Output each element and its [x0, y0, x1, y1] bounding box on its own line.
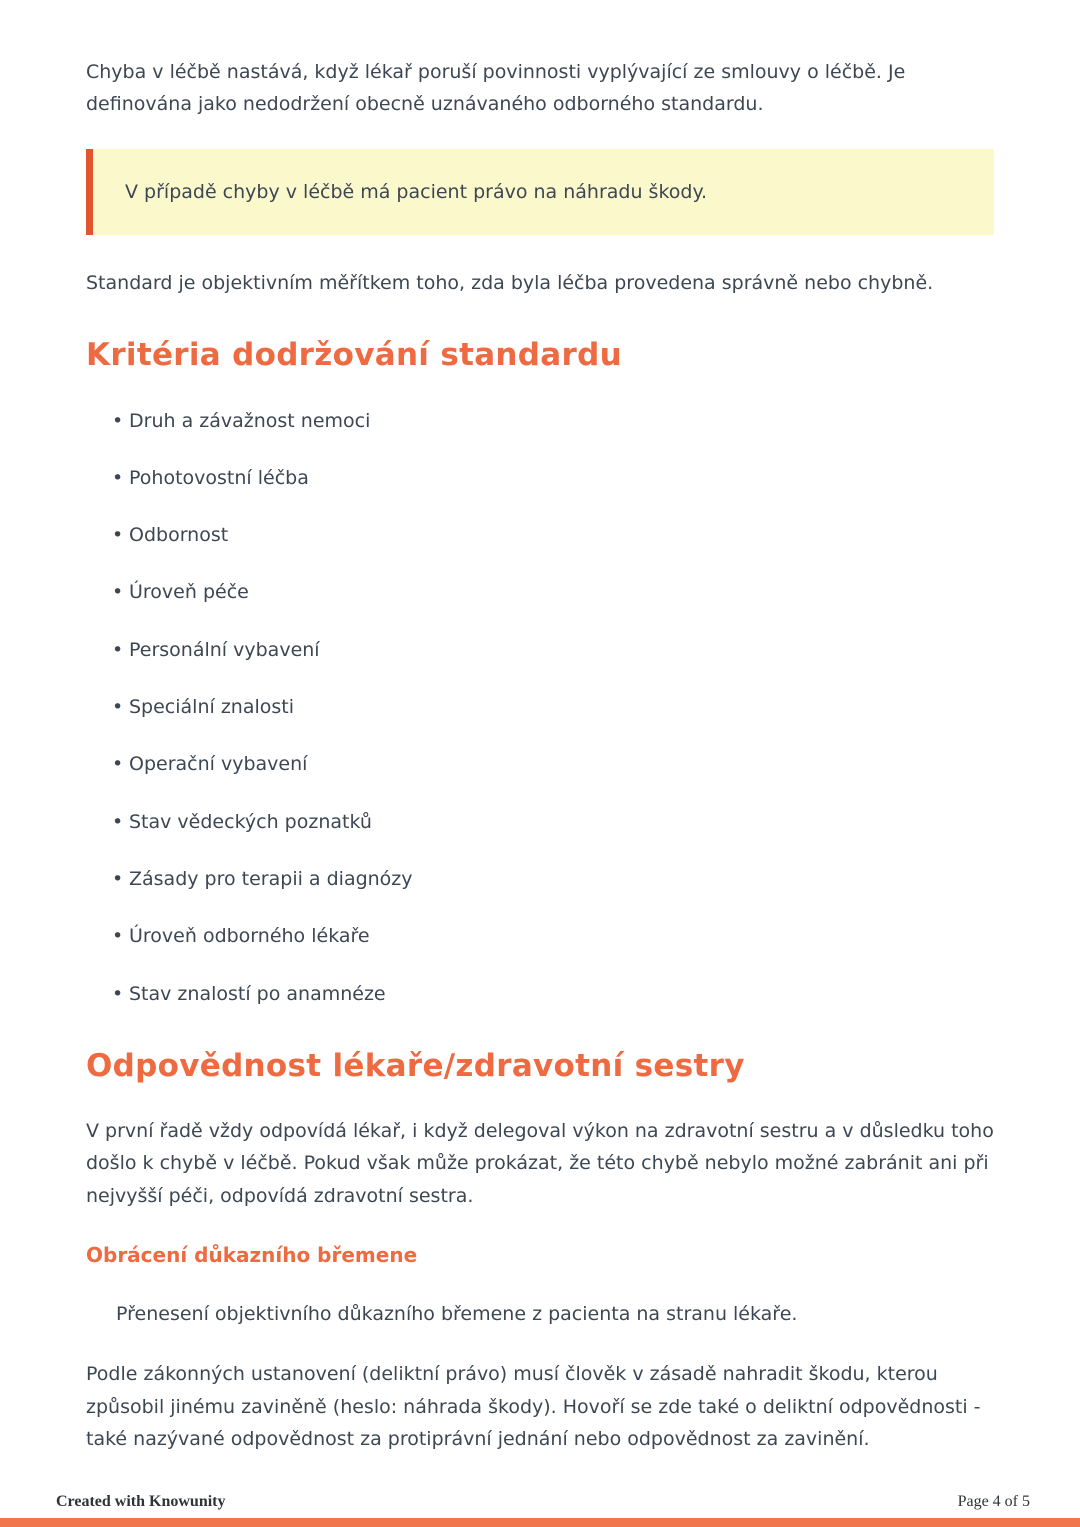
burden-subheading: Obrácení důkazního břemene — [86, 1242, 418, 1267]
criteria-list — [86, 405, 994, 1010]
responsibility-heading: Odpovědnost lékaře/zdravotní sestry — [86, 1047, 745, 1084]
page-footer — [56, 1493, 1030, 1511]
criteria-list-item: • Speciální znalosti — [112, 691, 994, 723]
created-with-label: Created with Knowunity — [56, 1493, 226, 1510]
criteria-list-item: • Úroveň odborného lékaře — [112, 920, 994, 952]
criteria-list-item: • Personální vybavení — [112, 634, 994, 666]
callout-text: V případě chyby v léčbě má pacient právo na náhradu škody. — [125, 180, 708, 203]
responsibility-lead-paragraph: V první řadě vždy odpovídá lékař, i když delegoval výkon na zdravotní sestru a v důsledku toho došlo k chybě v léčbě. Pokud však může prokázat, že této chybě nebylo možné zabránit ani při nejvyšší péči, odpovídá zdravotní sestra. — [86, 1120, 994, 1207]
criteria-list-item: • Stav znalostí po anamnéze — [112, 978, 994, 1010]
criteria-list-item: • Operační vybavení — [112, 748, 994, 780]
criteria-list-item: • Pohotovostní léčba — [112, 462, 994, 494]
criteria-list-item: • Odbornost — [112, 519, 994, 551]
criteria-list-item: • Úroveň péče — [112, 576, 994, 608]
bottom-accent-bar — [0, 1518, 1080, 1527]
page-number-label: Page 4 of 5 — [957, 1493, 1030, 1510]
criteria-heading: Kritéria dodržování standardu — [86, 337, 622, 374]
criteria-list-item: • Zásady pro terapii a diagnózy — [112, 863, 994, 895]
criteria-list-item: • Druh a závažnost nemoci — [112, 405, 994, 437]
burden-note-paragraph: Přenesení objektivního důkazního břemene z pacienta na stranu lékaře. — [116, 1302, 798, 1325]
standard-paragraph: Standard je objektivním měřítkem toho, zda byla léčba provedena správně nebo chybně. — [86, 272, 934, 295]
criteria-list-item: • Stav vědeckých poznatků — [112, 806, 994, 838]
intro-paragraph: Chyba v léčbě nastává, když lékař poruší povinnosti vyplývající ze smlouvy o léčbě. Je definována jako nedodržení obecně uznávaného odborného standardu. — [86, 61, 906, 116]
liability-paragraph: Podle zákonných ustanovení (deliktní právo) musí člověk v zásadě nahradit škodu, kterou způsobil jinému zaviněně (heslo: náhrada škody). Hovoří se zde také o deliktní odpovědnosti - také nazývané odpovědnost za protiprávní jednání nebo odpovědnost za zavinění. — [86, 1363, 981, 1450]
callout-box — [86, 149, 994, 236]
